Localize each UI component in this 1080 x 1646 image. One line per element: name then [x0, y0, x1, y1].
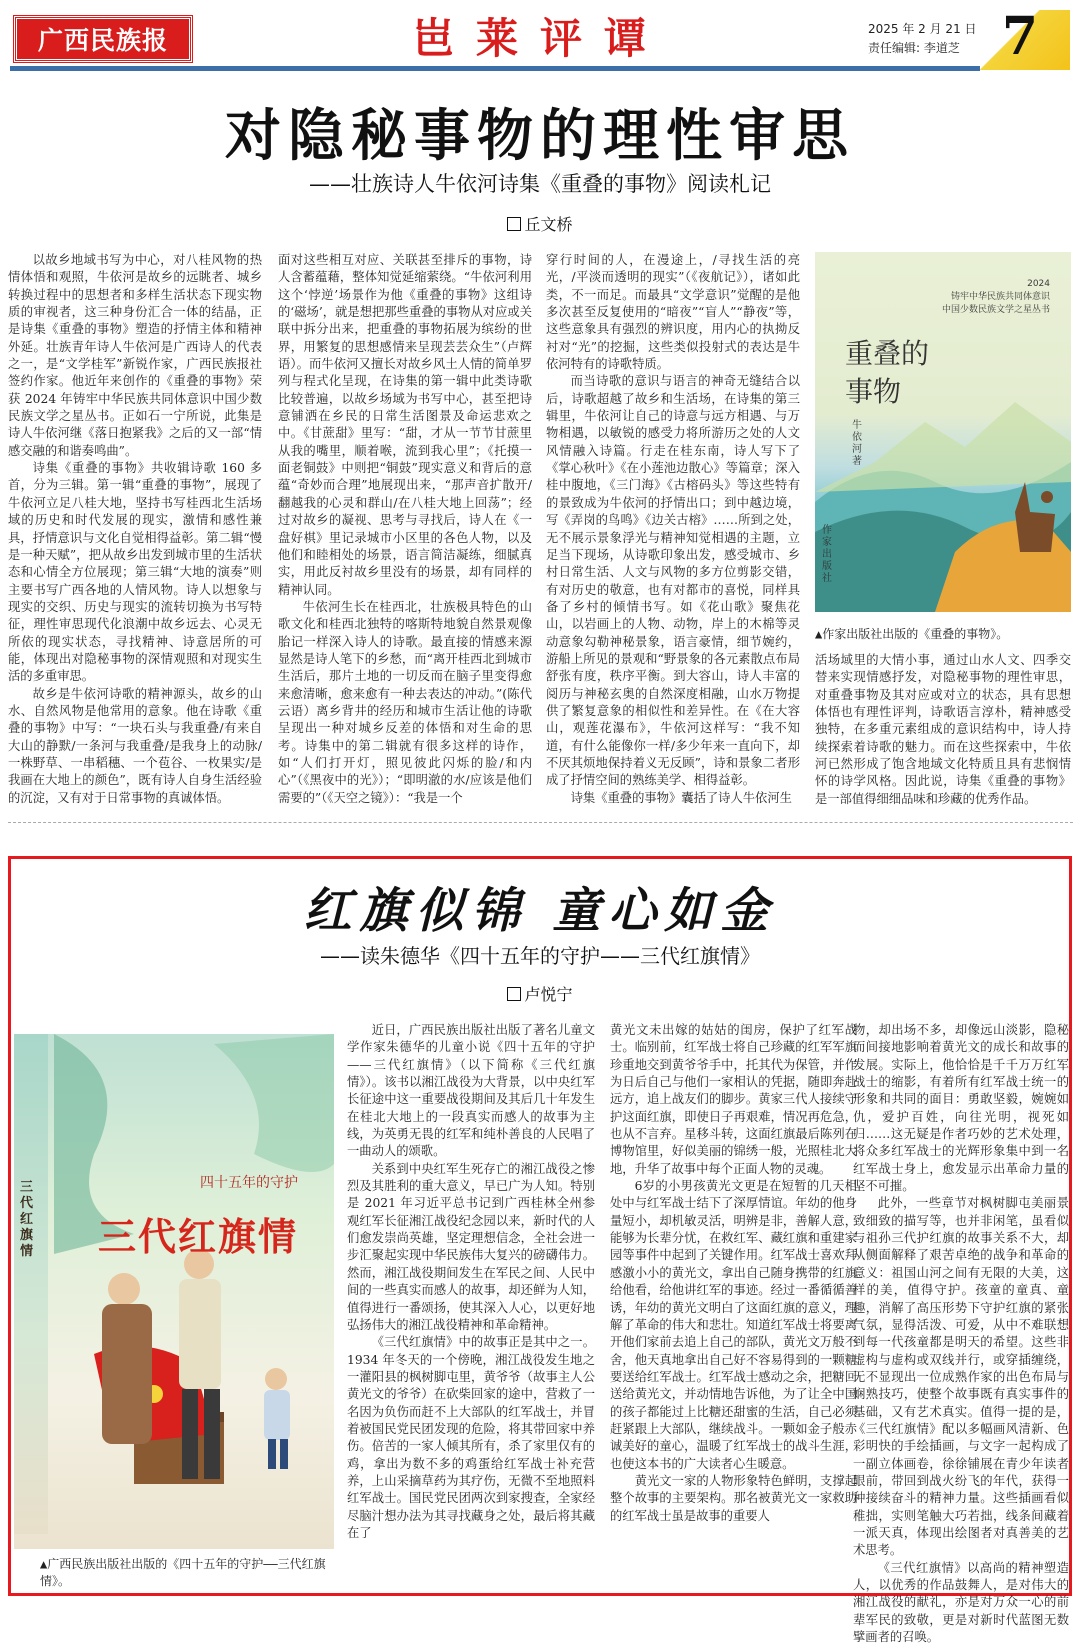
article1-column-2	[278, 252, 532, 805]
section-title: 岜莱评谭	[411, 14, 668, 63]
paragraph: 故乡是牛依河诗歌的精神源头，故乡的山水、自然风物是他常用的意象。他在诗歌《重叠的事物》中写：“一块石头与我重叠/有来自大山的静默/一条河与我重叠/是我身上的动脉/一株野草、一串稻穗、一个苞谷、一枚果实/是我画在大地上的颜色”，既有诗人自身生活经验的沉淀，又有对于日常事物的真诚体悟。	[8, 686, 262, 805]
article2-byline	[0, 982, 1080, 1005]
book-author: 牛依河著	[852, 420, 862, 467]
publication-date: 2025 年 2 月 21 日	[868, 22, 977, 36]
series-line-1: 铸牢中华民族共同体意识	[950, 292, 1050, 302]
book-caption: ▲作家出版社出版的《重叠的事物》。	[815, 627, 1009, 641]
paragraph: 面对这些相互对应、关联甚至排斥的事物，诗人含蓄蕴藉，整体知觉延缩萦绕。“牛依河利用这个‘悖逆’场景作为他《重叠的事物》这组诗的‘磁场’，就是想把那些重叠的事物从对应或关联中拆分出来，把重叠的事物拓展为缤纷的世界，用繁复的思想感情来呈现芸芸众生”（卢辉语）。而牛依河又擅长对故乡风土人情的简单罗列与程式化呈现，在诗集的第一辑中此类诗歌比较普遍，以故乡场域为书写中心，甚至把诗意铺洒在乡民的日常生活图景及命运悲欢之中。《甘蔗甜》里写：“甜，才从一节节甘蔗里从我的嘴里，顺着喉，流到我心里”；《托摸一面老铜鼓》中则把“铜鼓”现实意义和背后的意蕴“奇妙而合理”地展现出来，“那声音扩散开/翻越我的心灵和群山/在八桂大地上回荡”；经过对故乡的凝视、思考与寻找后，诗人在《一盘好棋》里记录城市小区里的各色人物，以及他们和睦相处的场景，语言简洁凝练，细腻真实，用此反衬故乡里没有的场景，却有同样的精神认同。	[278, 253, 532, 597]
masthead-rule	[10, 66, 980, 71]
series-year: 2024	[1027, 279, 1050, 289]
paragraph: 诗集《重叠的事物》囊括了诗人牛依河生	[570, 790, 792, 805]
book-series-label	[880, 278, 1050, 317]
page-number: 7	[1001, 6, 1039, 67]
paragraph: 诗集《重叠的事物》共收辑诗歌 160 多首，分为三辑。第一辑“重叠的事物”，展现了牛依河立足八桂大地，坚持书写桂西北生活场域的历史和时代发展的现实，激情和感性兼具，抒情意识与文化自觉相得益彰。第二辑“慢是一种天赋”，把从故乡出发到城市里的生活状态和心情全方位展现；第三辑“大地的演奏”则主要书写广西各地的人情风物。诗人以想象与现实的交织、历史与现实的流转切换为书写特征，理性审思现代化浪潮中故乡远去、心灵无所依的现实状态，寻找精神、诗意居所的可能，体现出对隐秘事物的深情观照和对现实生活的多重审思。	[8, 461, 262, 684]
paragraph: 6岁的小男孩黄光文更是在短暂的几天相处中与红军战士结下了深厚情谊。年幼的他身量短小，却机敏灵活，明辨是非，善解人意，能够为长辈分忧，在救红军、藏红旗和重建家园等事件中起到了关键作用。红军战士喜欢拜感激小小的黄光文，拿出自己随身携带的红旗给他看，给他讲红军的事迹。经过一番循循善诱，年幼的黄光文明白了这面红旗的意义，理解了革命的伟大和悲壮。知道红军战士将要离开他们家前去追上自己的部队，黄光文万般不舍，他天真地拿出自己好不容易得到的一颗糖要送给红军战士。红军战士感动之余，把糖回送给黄光文，并动情地告诉他，为了让全中国的孩子都能过上比糖还甜蜜的生活，自己必须赶紧跟上大部队，继续战斗。一颗如金子般赤诚美好的童心，温暖了红军战士的战斗生涯，也使这本书的广大读者心生暖意。	[610, 1179, 857, 1471]
paragraph: 穿行时间的人，在漫途上，/寻找生活的亮光，/平淡而透明的现实”（《夜航记》），诸如此类，不一而足。而最具“文学意识”觉醒的是他多次甚至反复使用的“暗夜”“盲人”“静夜”等，这些意象具有强烈的辨识度，用内心的执拗反衬对“光”的挖掘，这些类似投射式的表达是牛依河特有的诗歌特质。	[546, 253, 800, 372]
book2-caption: ▲广西民族出版社出版的《四十五年的守护——三代红旗情》。	[40, 1557, 326, 1588]
paragraph: 近日，广西民族出版社出版了著名儿童文学作家朱德华的儿童小说《四十五年的守护——三代红旗情》（以下简称《三代红旗情》）。该书以湘江战役为大背景，以中央红军长征途中这一重要战役期间及其后几十年发生在桂北大地上的一段真实而感人的故事为主线，为英勇无畏的红军和纯朴善良的人民唱了一曲动人的颂歌。	[347, 1023, 595, 1159]
book-cover-image-2	[14, 1034, 334, 1549]
byline-box-icon	[507, 217, 521, 231]
paragraph: 牛依河生长在桂西北，壮族极具特色的山歌文化和桂西北独特的喀斯特地貌自然景观像胎记一样深入诗人的诗歌。最直接的情感来源显然是诗人笔下的乡愁，而“离开桂西北到城市生活后，那片土地的一切反而在脑子里变得愈来愈清晰，愈来愈有一种去表达的冲动。”(陈代云语）离乡背井的经历和城市生活让他的诗歌呈现出一种对城乡反差的体悟和对生命的思考。诗集中的第二辑就有很多这样的诗作，如“人们打开灯，照见彼此闪烁的脸/和内心”（《黑夜中的光》）；“即明澈的水/应该是他们需要的”（《天空之镜》）：“我是一个	[278, 599, 532, 805]
series-line-2: 中国少数民族文学之星丛书	[941, 305, 1050, 315]
paragraph: 《三代红旗情》以高尚的精神塑造人，以优秀的作品鼓舞人，是对伟大的湘江战役的献礼，亦是对万众一心的前辈军民的致敬，更是对新时代蓝图无数擘画者的召唤。	[853, 1560, 1069, 1645]
paragraph: 活场域里的大情小事，通过山水人文、四季交替来实现情感抒发，对隐秘事物的理性审思，对重叠事物及其对应或对立的状态，具有思想体悟也有理性评判，诗歌语言淳朴，精神感受独特，在多重元素组成的意识结构中，诗人持续探索着诗歌的魅力。而在这些探索中，牛依河已然形成了饱含地域文化特质且具有悲悯情怀的诗学风格。因此说，诗集《重叠的事物》是一部值得细细品味和珍藏的优秀作品。	[815, 653, 1071, 806]
book-publisher: 作家出版社	[822, 525, 832, 584]
paragraph: 物，却出场不多，却像远山淡影，隐秘而间接地影响着黄光文的成长和故事的发展。实际上，他恰恰是千千万万红军战士的缩影，有着所有红军战士统一的形象和共同的面目：勇敢坚毅，婉婉如仇，爱护百姓，向往光明，视死如归……这无疑是作者巧妙的艺术处理，将众多红军战士的光辉形象集中到一名红军战士身上，愈发显示出革命力量的坚不可摧。	[853, 1023, 1069, 1194]
article1-subtitle: ——壮族诗人牛依河诗集《重叠的事物》阅读札记	[309, 172, 771, 196]
cover-illustration	[14, 1034, 334, 1549]
book2-main-title: 三代红旗情	[98, 1215, 299, 1259]
book-spine-title: 三代红旗情	[20, 1180, 34, 1259]
book-spine	[14, 1034, 48, 1534]
paragraph: 黄光文一家的人物形象特色鲜明，支撑起整个故事的主要架构。那名被黄光文一家救助的红军战士虽是故事的重要人	[610, 1473, 857, 1523]
article2-column-1	[347, 1022, 595, 1590]
paragraph: 而当诗歌的意识与语言的神奇无缝结合以后，诗歌超越了故乡和生活场，在诗集的第三辑里，牛依河让自己的诗意与远方相遇、与万物相遇，以敏锐的感受力将所游历之处的人文风情融入诗篇。行走在桂东南，诗人写下了《掌心秋叶》《在小莲池边散心》等篇章；深入桂中腹地，《三门海》《古榕码头》等这些特有的景致成为牛依河的抒情出口；到中越边境，写《弄岗的鸟鸣》《边关古榕》……所到之处，无不展示景象浮光与精神知觉相遇的主题，立足当下现场，从诗歌印象出发，感受城市、乡村日常生活、人文与风物的多方位剪影交错，有对历史的敬意，也有对都市的喜悦，同样具备了乡村的倾情书写。如《花山歌》聚焦花山，以岩画上的人物、动物，岸上的木棉等灵动意象勾勒神秘景象，语言豪情，细节婉约，游船上所见的景观和“野景象的各元素散点布局舒张有度，秩序平衡。到大容山，诗人丰富的阅历与神秘玄奥的自然深度相融，山水万物提供了繁复意象的相似性和差异性。在《在大容山，观莲花瀑布》，牛依河这样写：“我不知道，有什么能像你一样/多少年来一直向下，却不厌其烦地保持着义无反顾”，诗和景象二者形成了抒情空间的熟练美学、相得益彰。	[546, 374, 800, 788]
book2-small-title: 四十五年的守护	[200, 1175, 298, 1191]
article2-author: 卢悦宁	[524, 985, 573, 1004]
newspaper-logo: 广西民族报	[14, 16, 192, 62]
paragraph: 此外，一些章节对枫树脚屯美丽景致细致的描写等，也并非闲笔，虽看似与祖孙三代护红旗的故事关系不大，却从侧面解释了艰苦卓绝的战争和革命的意义：祖国山河之间有无限的大美，这样的美，值得守护。孩童的童真、童趣，消解了高压形势下守护红旗的紧张气氛，显得活泼、可爱，从中不难联想到每一代孩童都是明天的希望。这些非虚构与虚构或双线并行，或穿插缠绕，无不显现出一位成熟作家的出色布局与娴熟技巧，使整个故事既有真实事件的基础，又有艺术真实。值得一提的是，《三代红旗情》配以多幅画风清新、色彩明快的手绘插画，与文字一起构成了一副立体画卷，徐徐铺展在青少年读者眼前，带回到战火纷飞的年代，获得一种接续奋斗的精神力量。这些插画看似稚拙，实则笔触大巧若拙，线条间藏着一派天真，体现出绘图者对真善美的艺术思考。	[853, 1196, 1069, 1558]
book-title-line-2: 事物	[845, 375, 902, 408]
article2-column-3	[853, 1022, 1069, 1645]
byline-box-icon	[507, 987, 521, 1001]
article-separator	[8, 822, 1073, 823]
article1-column-1	[8, 252, 262, 805]
article1-title: 对隐秘事物的理性审思	[225, 104, 855, 169]
book-title-line-1: 重叠的	[845, 337, 930, 370]
article2-title: 红旗似锦 童心如金	[303, 883, 777, 939]
article2-column-2	[610, 1022, 857, 1590]
article1-column-4	[815, 652, 1071, 806]
article1-column-3	[546, 252, 800, 805]
paragraph: 关系到中央红军生死存亡的湘江战役之惨烈及其胜利的重大意义，早已广为人知。特别是 2021 年习近平总书记到广西桂林全州参观红军长征湘江战役纪念园以来，新时代的人们愈发崇尚英雄，坚定理想信念，全社会进一步汇聚起实现中华民族伟大复兴的磅礴伟力。然而，湘江战役期间发生在军民之间、人民中间的一些真实而感人的故事，却还鲜为人知，值得进行一番颂扬，使其深入人心，以更好地弘扬伟大的湘江战役精神和革命精神。	[347, 1161, 595, 1332]
article1-byline	[0, 212, 1080, 235]
paragraph: 黄光文未出嫁的姑姑的闺房，保护了红军战士。临别前，红军战士将自己珍藏的红军军旗珍重地交到黄爷爷手中，托其代为保管，并作为日后自己与他们一家相认的凭据，随即奔赴远方，追上战友们的脚步。黄家三代人接续守护这面红旗，即使日子再艰难，情况再危急，也从不言弃。星移斗转，这面红旗最后陈列在博物馆里，好似美丽的锦绣一般，光照桂北大地，升华了故事中每个正面人物的灵魂。	[610, 1023, 857, 1176]
paragraph: 《三代红旗情》中的故事正是其中之一。1934 年冬天的一个傍晚，湘江战役发生地之一灌阳县的枫树脚屯里，黄爷爷（故事主人公黄光文的爷爷）在砍柴回家的途中，营救了一名因为负伤而赶不上大部队的红军战士，并冒着被国民党民团发现的危险，将其带回家中养伤。倍苦的一家人倾其所有，杀了家里仅有的鸡，拿出为数不多的鸡蛋给红军战士补充营养，上山采摘草药为其疗伤，无微不至地照料红军战士。国民党民团两次到家搜查，全家经尽脑汁想办法为其寻找藏身之处，最后将其藏在了	[347, 1335, 595, 1540]
responsible-editor: 责任编辑: 李道芝	[868, 41, 960, 55]
article2-subtitle: ——读朱德华《四十五年的守护——三代红旗情》	[320, 944, 760, 968]
article1-author: 丘文桥	[524, 215, 573, 234]
paragraph: 以故乡地域书写为中心，对八桂风物的热情体悟和观照，牛依河是故乡的远眺者、城乡转换过程中的思想者和多样生活状态下现实物质的审视者，这三种身份汇合一体的结晶，正是诗集《重叠的事物》塑造的抒情主体和精神外延。壮族青年诗人牛依河是广西诗人的代表之一，是“文学桂军”新锐作家，广西民族报社签约作家。他近年来创作的《重叠的事物》荣获 2024 年铸牢中华民族共同体意识中国少数民族文学之星丛书。正如石一宁所说，此集是诗人牛依河继《落日抱紧我》之后的又一部“情感交融的和谐奏鸣曲”。	[8, 253, 262, 458]
